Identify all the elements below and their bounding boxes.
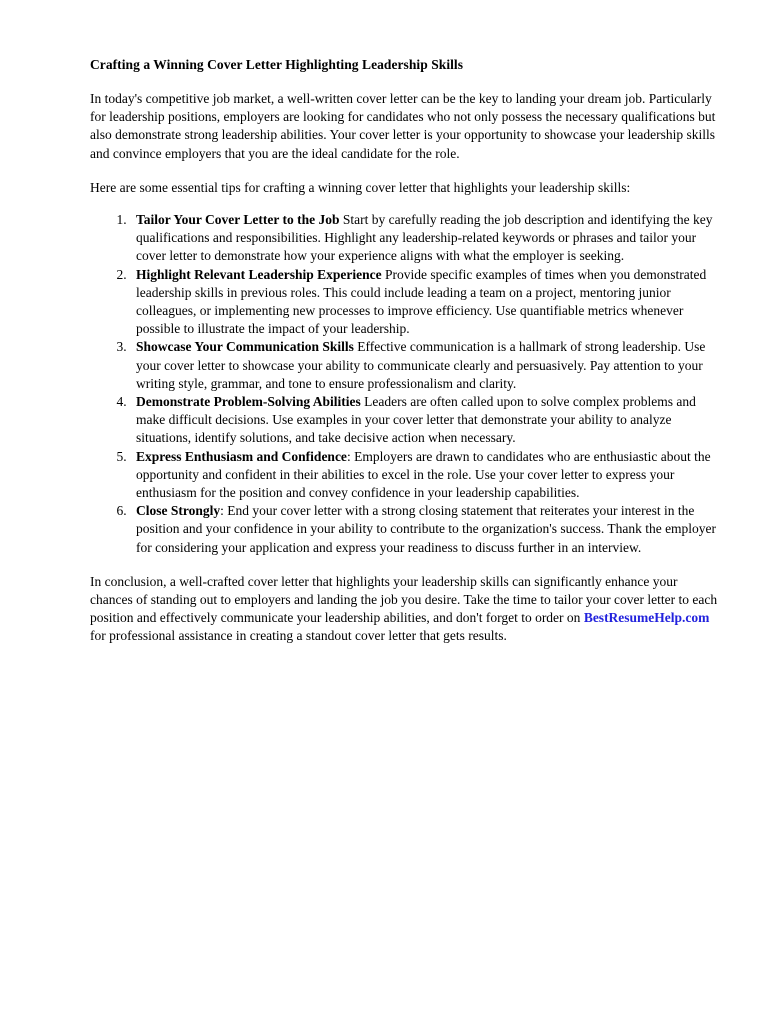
lead-in-paragraph: Here are some essential tips for crafting a winning cover letter that highlights your leadership skills: xyxy=(90,179,631,195)
tips-list xyxy=(90,211,730,557)
tip-lead-label: Express Enthusiasm and Confidence xyxy=(136,448,347,464)
tip-lead-label: Tailor Your Cover Letter to the Job xyxy=(136,212,340,228)
tip-lead-label: Demonstrate Problem-Solving Abilities xyxy=(136,394,361,410)
bestresumehelp-link[interactable]: BestResumeHelp.com xyxy=(583,610,710,626)
tip-separator: : xyxy=(346,448,355,464)
tip-body-text: Leaders are often called upon to solve complex problems and make difficult decisions. Use examples in your cover letter that demonstrate your ability to analyze situations, identify solutions, and take decisive action when necessary. xyxy=(136,394,696,446)
tip-lead-label: Showcase Your Communication Skills xyxy=(136,339,354,355)
tip-lead-label: Highlight Relevant Leadership Experience xyxy=(136,266,382,282)
list-item xyxy=(130,393,728,448)
tip-body-text: End your cover letter with a strong closing statement that reiterates your interest in the position and your confidence in your ability to contribute to the organization's success. Thank the employer for considering your application and express your readiness to discuss further in an interview. xyxy=(136,503,717,555)
conclusion-text-before-link: In conclusion, a well-crafted cover letter that highlights your leadership skills can significantly enhance your chances of standing out to employers and landing the job you desire. Take the time to tailor your cover letter to each position and effectively communicate your leadership abilities, and don't forget to order on xyxy=(90,573,718,626)
list-item xyxy=(130,266,728,339)
tip-body-text: Employers are drawn to candidates who are enthusiastic about the opportunity and confident in their abilities to excel in the role. Use your cover letter to express your enthusiasm for the position and convey confidence in your leadership capabilities. xyxy=(136,448,711,501)
page-title: Crafting a Winning Cover Letter Highlighting Leadership Skills xyxy=(90,57,464,72)
list-item xyxy=(130,448,728,503)
conclusion-text-after-link: for professional assistance in creating a standout cover letter that gets results. xyxy=(90,628,507,644)
conclusion-paragraph xyxy=(90,573,722,646)
list-item xyxy=(130,338,728,393)
tip-separator: : xyxy=(220,503,228,519)
list-item xyxy=(130,211,728,266)
tip-body-text: Provide specific examples of times when you demonstrated leadership skills in previous roles. This could include leading a team on a project, mentoring junior colleagues, or implementing new processes to improve efficiency. Use quantifiable metrics whenever possible to illustrate the impact of your leadership. xyxy=(136,266,707,337)
tip-body-text: Start by carefully reading the job description and identifying the key qualifications and responsibilities. Highlight any leadership-related keywords or phrases and tailor your cover letter to demonstrate how your experience aligns with what the employer is seeking. xyxy=(136,212,713,264)
list-item xyxy=(130,502,728,557)
tip-body-text: Effective communication is a hallmark of strong leadership. Use your cover letter to showcase your ability to communicate clearly and persuasively. Pay attention to your writing style, grammar, and tone to ensure professionalism and clarity. xyxy=(136,339,706,391)
tip-lead-label: Close Strongly xyxy=(136,503,221,519)
intro-paragraph: In today's competitive job market, a well-written cover letter can be the key to landing your dream job. Particularly for leadership positions, employers are looking for candidates who not only possess the necessary qualifications but also demonstrate strong leadership abilities. Your cover letter is your opportunity to showcase your leadership skills and convince employers that you are the ideal candidate for the role. xyxy=(90,91,716,161)
